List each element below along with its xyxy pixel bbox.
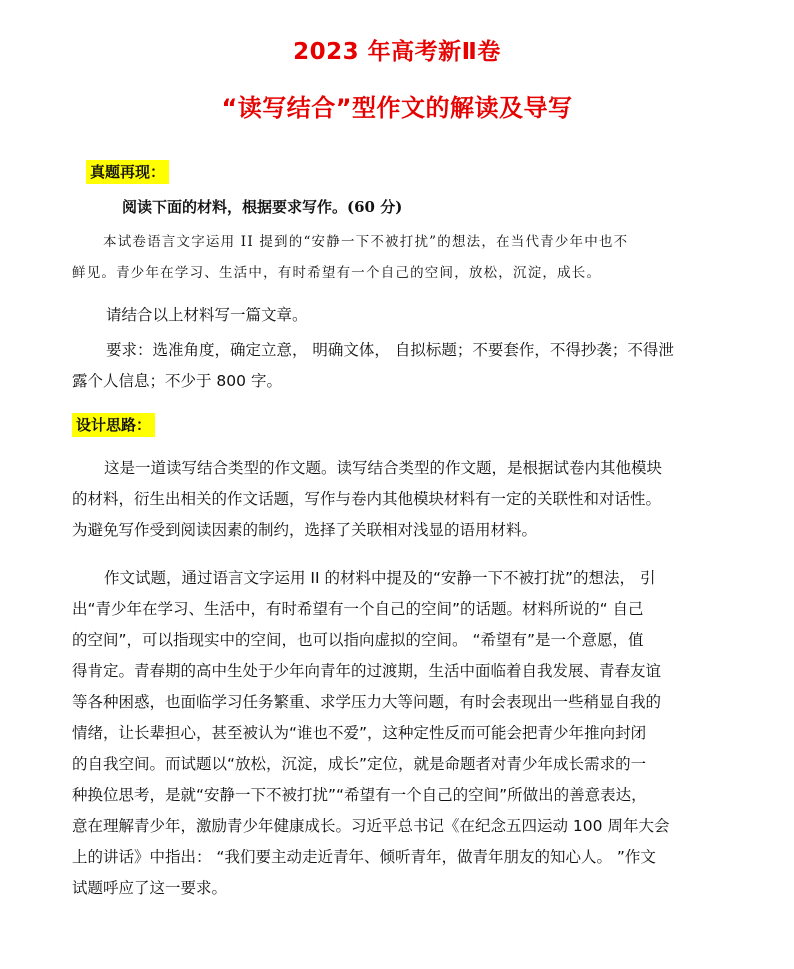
material-line: 鲜见。青少年在学习、生活中，有时希望有一个自己的空间，放松，沉淀，成长。: [72, 265, 602, 281]
paragraph-line: 情绪，让长辈担心，甚至被认为“谁也不爱”，这种定性反而可能会把青少年推向封闭: [72, 724, 647, 742]
task-text: 请结合以上材料写一篇文章。: [106, 306, 308, 324]
instruction-text: 阅读下面的材料，根据要求写作。(60 分): [122, 198, 403, 216]
paragraph-line: 出“青少年在学习、生活中，有时希望有一个自己的空间”的话题。材料所说的“ 自己: [72, 600, 644, 618]
paragraph-line: 的材料，衍生出相关的作文话题，写作与卷内其他模块材料有一定的关联性和对话性。: [72, 490, 662, 508]
paragraph-line: 得肯定。青春期的高中生处于少年向青年的过渡期，生活中面临着自我发展、青春友谊: [72, 662, 662, 680]
paragraph-line: 上的讲话》中指出： “我们要主动走近青年、倾听青年，做青年朋友的知心人。 ”作文: [72, 848, 656, 866]
paragraph-line: 这是一道读写结合类型的作文题。读写结合类型的作文题，是根据试卷内其他模块: [104, 459, 663, 477]
paragraph-line: 意在理解青少年，激励青少年健康成长。习近平总书记《在纪念五四运动 100 周年大会: [72, 817, 670, 835]
material-line: 本试卷语言文字运用 II 提到的“安静一下不被打扰”的想法，在当代青少年中也不: [103, 234, 629, 250]
paragraph-line: 的空间”，可以指现实中的空间，也可以指向虚拟的空间。 “希望有”是一个意愿，值: [72, 631, 644, 649]
paragraph-line: 作文试题，通过语言文字运用 II 的材料中提及的“安静一下不被打扰”的想法， 引: [104, 569, 656, 587]
paragraph-line: 的自我空间。而试题以“放松，沉淀，成长”定位，就是命题者对青少年成长需求的一: [72, 755, 647, 773]
requirement-line: 露个人信息；不少于 800 字。: [72, 372, 282, 390]
section-heading-design-idea: 设计思路：: [72, 413, 155, 437]
paragraph-line: 等各种困惑，也面临学习任务繁重、求学压力大等问题，有时会表现出一些稍显自我的: [72, 693, 662, 711]
title-line-1: 2023 年高考新Ⅱ卷: [293, 39, 501, 65]
requirement-line: 要求：选准角度，确定立意， 明确文体， 自拟标题；不要套作，不得抄袭；不得泄: [106, 341, 674, 359]
title-line-2: “读写结合”型作文的解读及导写: [221, 94, 573, 122]
paragraph-line: 为避免写作受到阅读因素的制约，选择了关联相对浅显的语用材料。: [72, 521, 538, 539]
paragraph-line: 种换位思考，是就“安静一下不被打扰”“希望有一个自己的空间”所做出的善意表达，: [72, 786, 647, 804]
paragraph-line: 试题呼应了这一要求。: [72, 879, 228, 897]
section-heading-real-question: 真题再现：: [86, 160, 169, 184]
